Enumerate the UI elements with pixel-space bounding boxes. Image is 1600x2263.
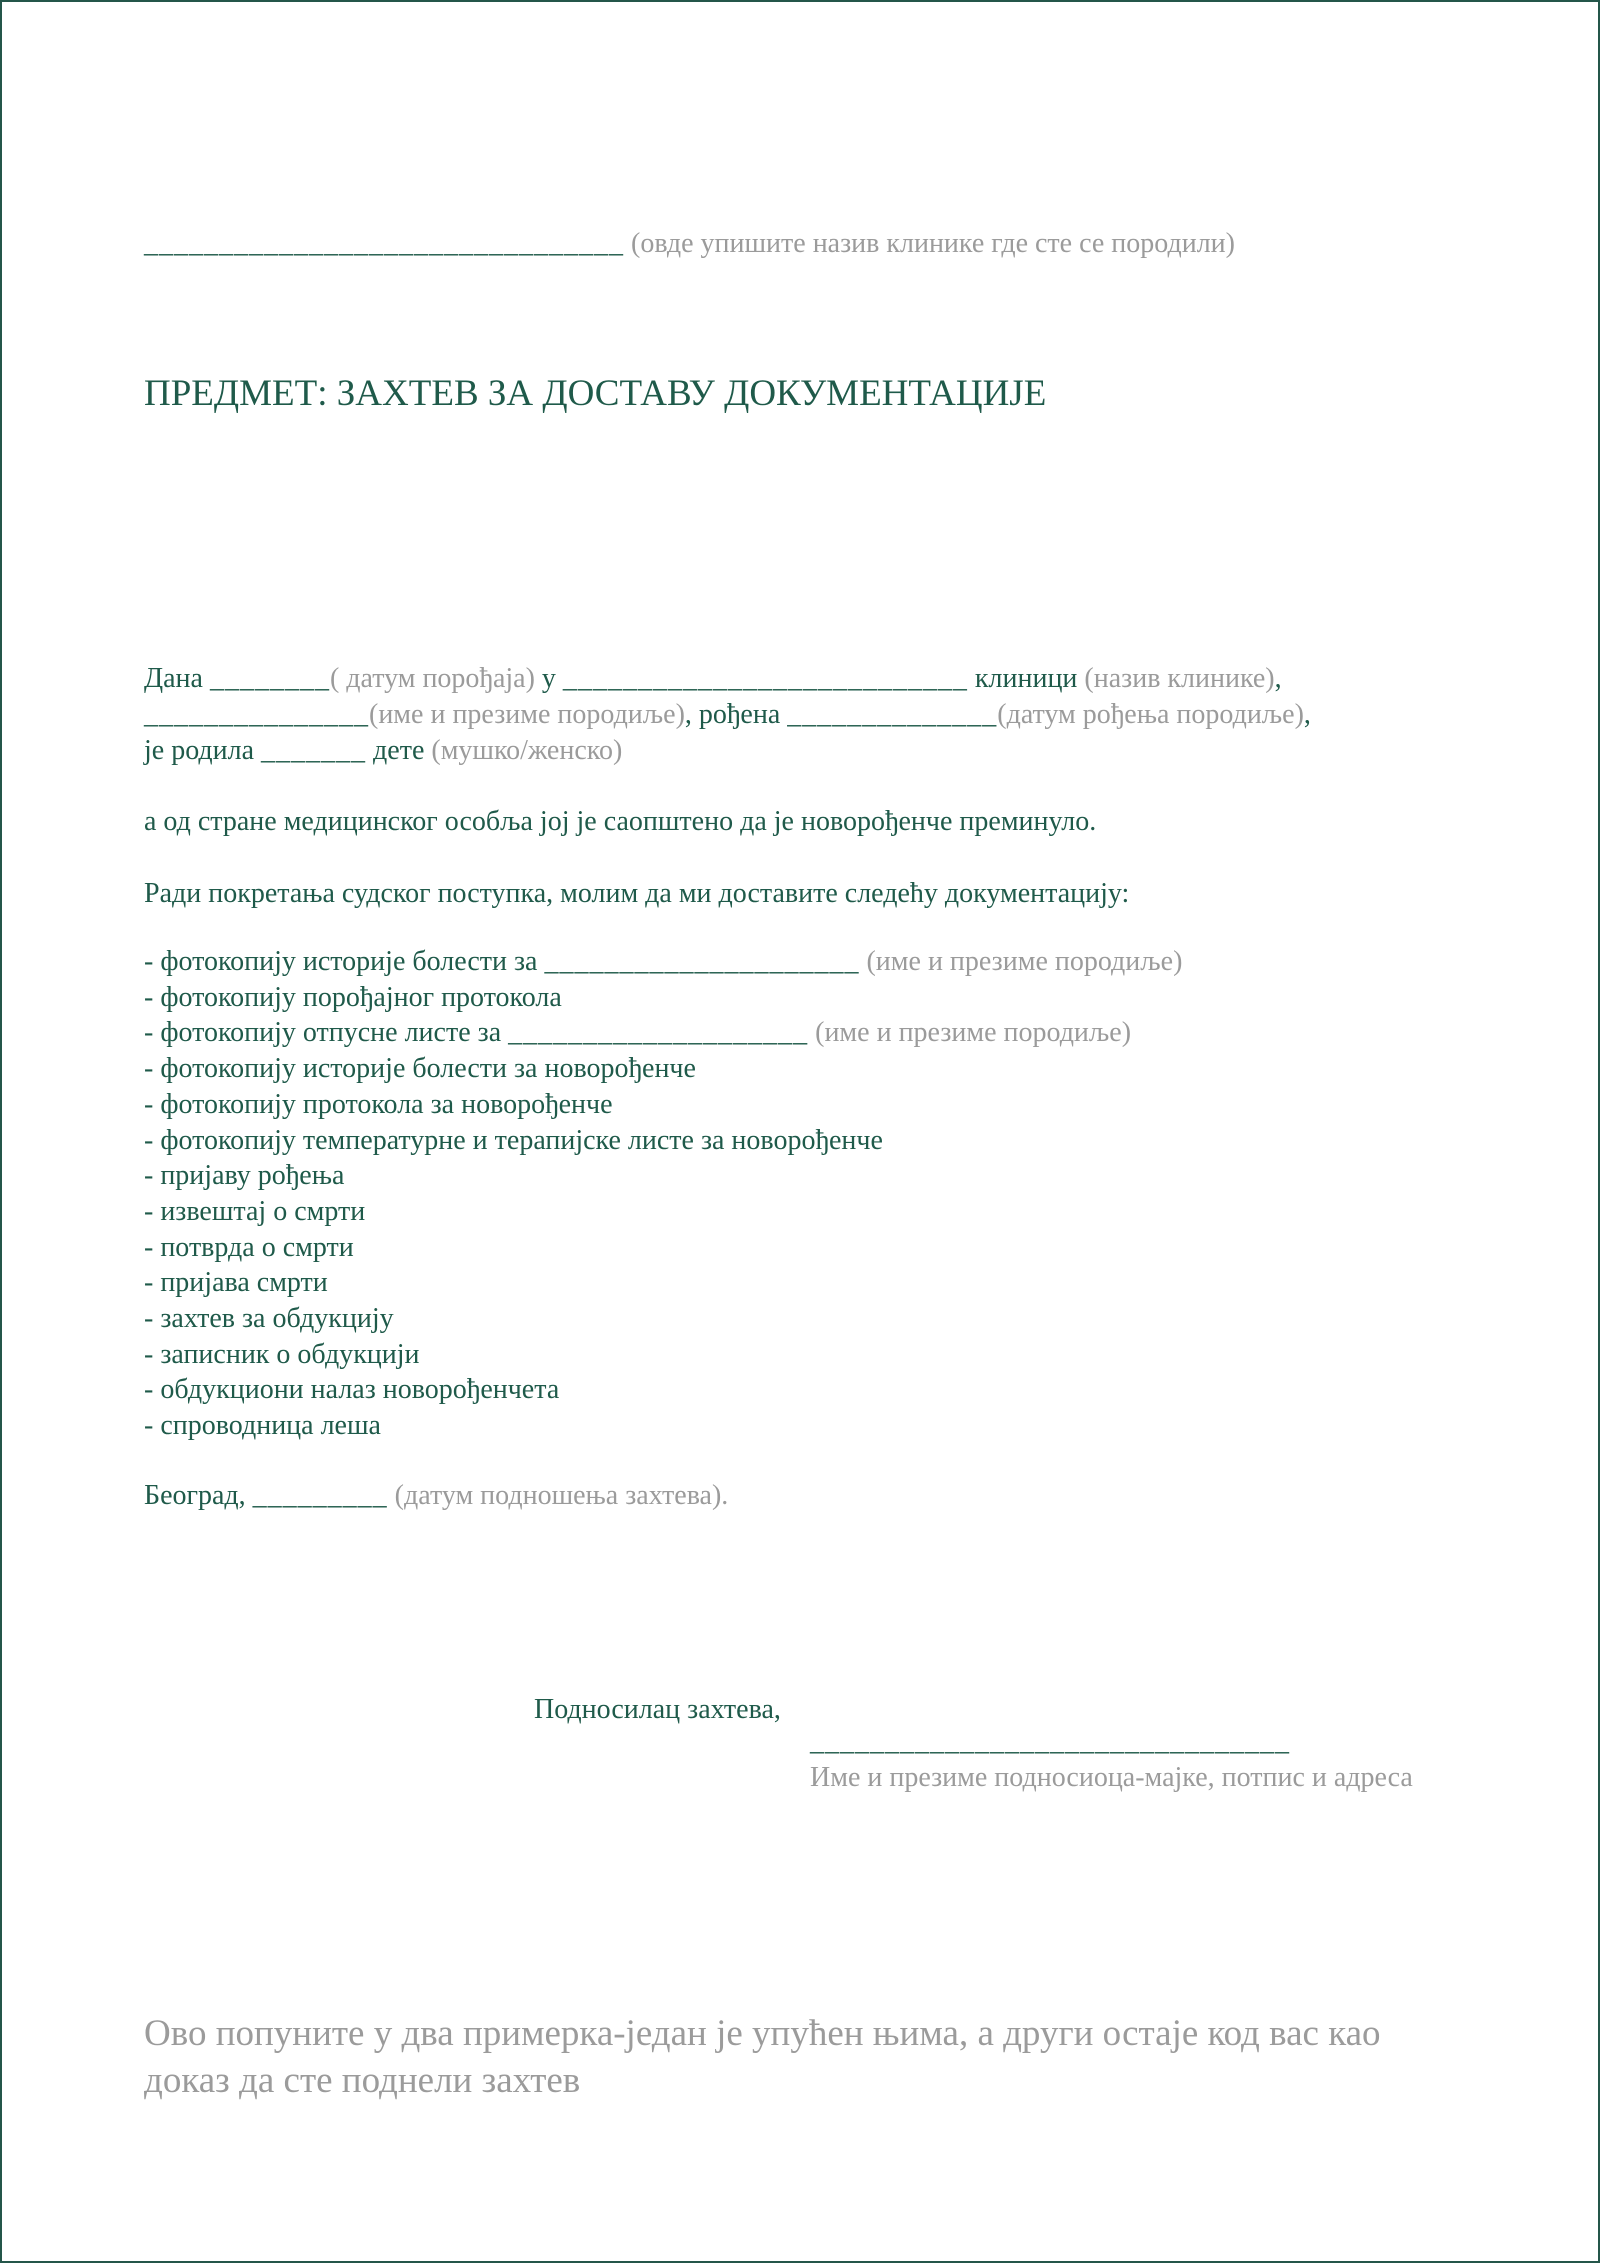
place-date-line <box>144 1478 728 1514</box>
document-item-blank[interactable]: ____________________ <box>508 1017 809 1049</box>
document-list-item <box>144 1408 1182 1444</box>
document-list-item <box>144 1087 1182 1123</box>
document-item-text: - спроводница леша <box>144 1410 381 1442</box>
document-list-item <box>144 1337 1182 1373</box>
label-u: у <box>534 663 563 694</box>
document-list-item <box>144 1265 1182 1301</box>
applicant-label: Подносилац захтева, <box>534 1694 781 1725</box>
mother-name-hint: (име и презиме породиље) <box>369 699 685 730</box>
paragraph-birth-details-line-3 <box>144 733 622 769</box>
paragraph-death-notice: а од стране медицинског особља јој је саопштено да је новорођенче преминуло. <box>144 806 1097 837</box>
document-item-text: - обдукциони налаз новорођенчета <box>144 1374 560 1406</box>
document-item-text: - потврда о смрти <box>144 1231 354 1263</box>
label-dete: дете <box>366 735 432 766</box>
signature-blank[interactable]: ________________________________ <box>810 1726 1290 1757</box>
mother-birthdate-blank[interactable]: ______________ <box>787 699 998 730</box>
document-item-text: - фотокопију историје болести за новорођенче <box>144 1053 696 1085</box>
requested-documents-list <box>144 944 1182 1444</box>
mother-name-blank[interactable]: _______________ <box>144 699 369 730</box>
clinic-name-hint: (овде упишите назив клинике где сте се породили) <box>631 228 1235 259</box>
birth-date-blank[interactable]: ________ <box>209 663 330 694</box>
paragraph-birth-details-line-2 <box>144 697 1311 733</box>
document-list-item <box>144 1230 1182 1266</box>
document-list-item <box>144 1123 1182 1159</box>
child-sex-hint: (мушко/женско) <box>431 735 623 766</box>
paragraph-request: Ради покретања судског поступка, молим да ми доставите следећу документацију: <box>144 878 1130 909</box>
document-list-item <box>144 980 1182 1016</box>
comma: , <box>1303 699 1311 730</box>
document-list-item <box>144 1194 1182 1230</box>
clinic-hint: (назив клинике) <box>1084 663 1275 694</box>
document-item-blank[interactable]: _____________________ <box>544 946 860 977</box>
clinic-name-line <box>144 226 1235 262</box>
birth-date-hint: ( датум порођаја) <box>329 663 535 694</box>
footer-instruction-note: Ово попуните у два примерка-један је упућен њима, а други остаје код вас као доказ да сте поднели захтев <box>144 2013 1381 2101</box>
clinic-blank[interactable]: ___________________________ <box>562 663 968 694</box>
paragraph-birth-details-line-1 <box>144 661 1282 697</box>
subject-heading: ПРЕДМЕТ: ЗАХТЕВ ЗА ДОСТАВУ ДОКУМЕНТАЦИЈЕ <box>144 373 1047 414</box>
comma: , <box>1274 663 1282 694</box>
label-dana: Дана <box>144 663 210 694</box>
document-item-text: - пријава смрти <box>144 1267 328 1299</box>
document-list-item <box>144 1301 1182 1337</box>
child-count-blank[interactable]: _______ <box>261 735 367 766</box>
document-item-text: - фотокопију температурне и терапијске листе за новорођенче <box>144 1124 883 1156</box>
signature-caption: Име и презиме подносиоца-мајке, потпис и адреса <box>810 1762 1413 1793</box>
document-list-item <box>144 944 1182 980</box>
document-item-hint: (име и презиме породиље) <box>859 946 1183 977</box>
document-item-text: - фотокопију отпусне листе за <box>144 1017 509 1049</box>
document-item-text: - записник о обдукцији <box>144 1338 420 1370</box>
label-je-rodila: је родила <box>144 735 262 766</box>
document-item-text: - фотокопију историје болести за <box>144 946 545 977</box>
document-item-text: - захтев за обдукцију <box>144 1303 394 1335</box>
label-klinici: клиници <box>967 663 1085 694</box>
document-item-text: - фотокопију протокола за новорођенче <box>144 1088 613 1120</box>
document-item-text: - извештај о смрти <box>144 1195 366 1227</box>
document-item-text: - фотокопију порођајног протокола <box>144 981 562 1013</box>
document-item-hint: (име и презиме породиље) <box>808 1017 1132 1049</box>
label-rodjena: , рођена <box>684 699 788 730</box>
document-item-text: - пријаву рођења <box>144 1160 345 1192</box>
submission-date-hint: (датум подношења захтева). <box>387 1480 729 1511</box>
submission-date-blank[interactable]: _________ <box>252 1480 388 1511</box>
document-list-item <box>144 1015 1182 1051</box>
mother-birthdate-hint: (датум рођења породиље) <box>997 699 1304 730</box>
city-label: Београд, <box>144 1480 253 1511</box>
clinic-name-blank[interactable]: ________________________________ <box>144 228 624 259</box>
document-list-item <box>144 1158 1182 1194</box>
document-list-item <box>144 1051 1182 1087</box>
document-list-item <box>144 1372 1182 1408</box>
